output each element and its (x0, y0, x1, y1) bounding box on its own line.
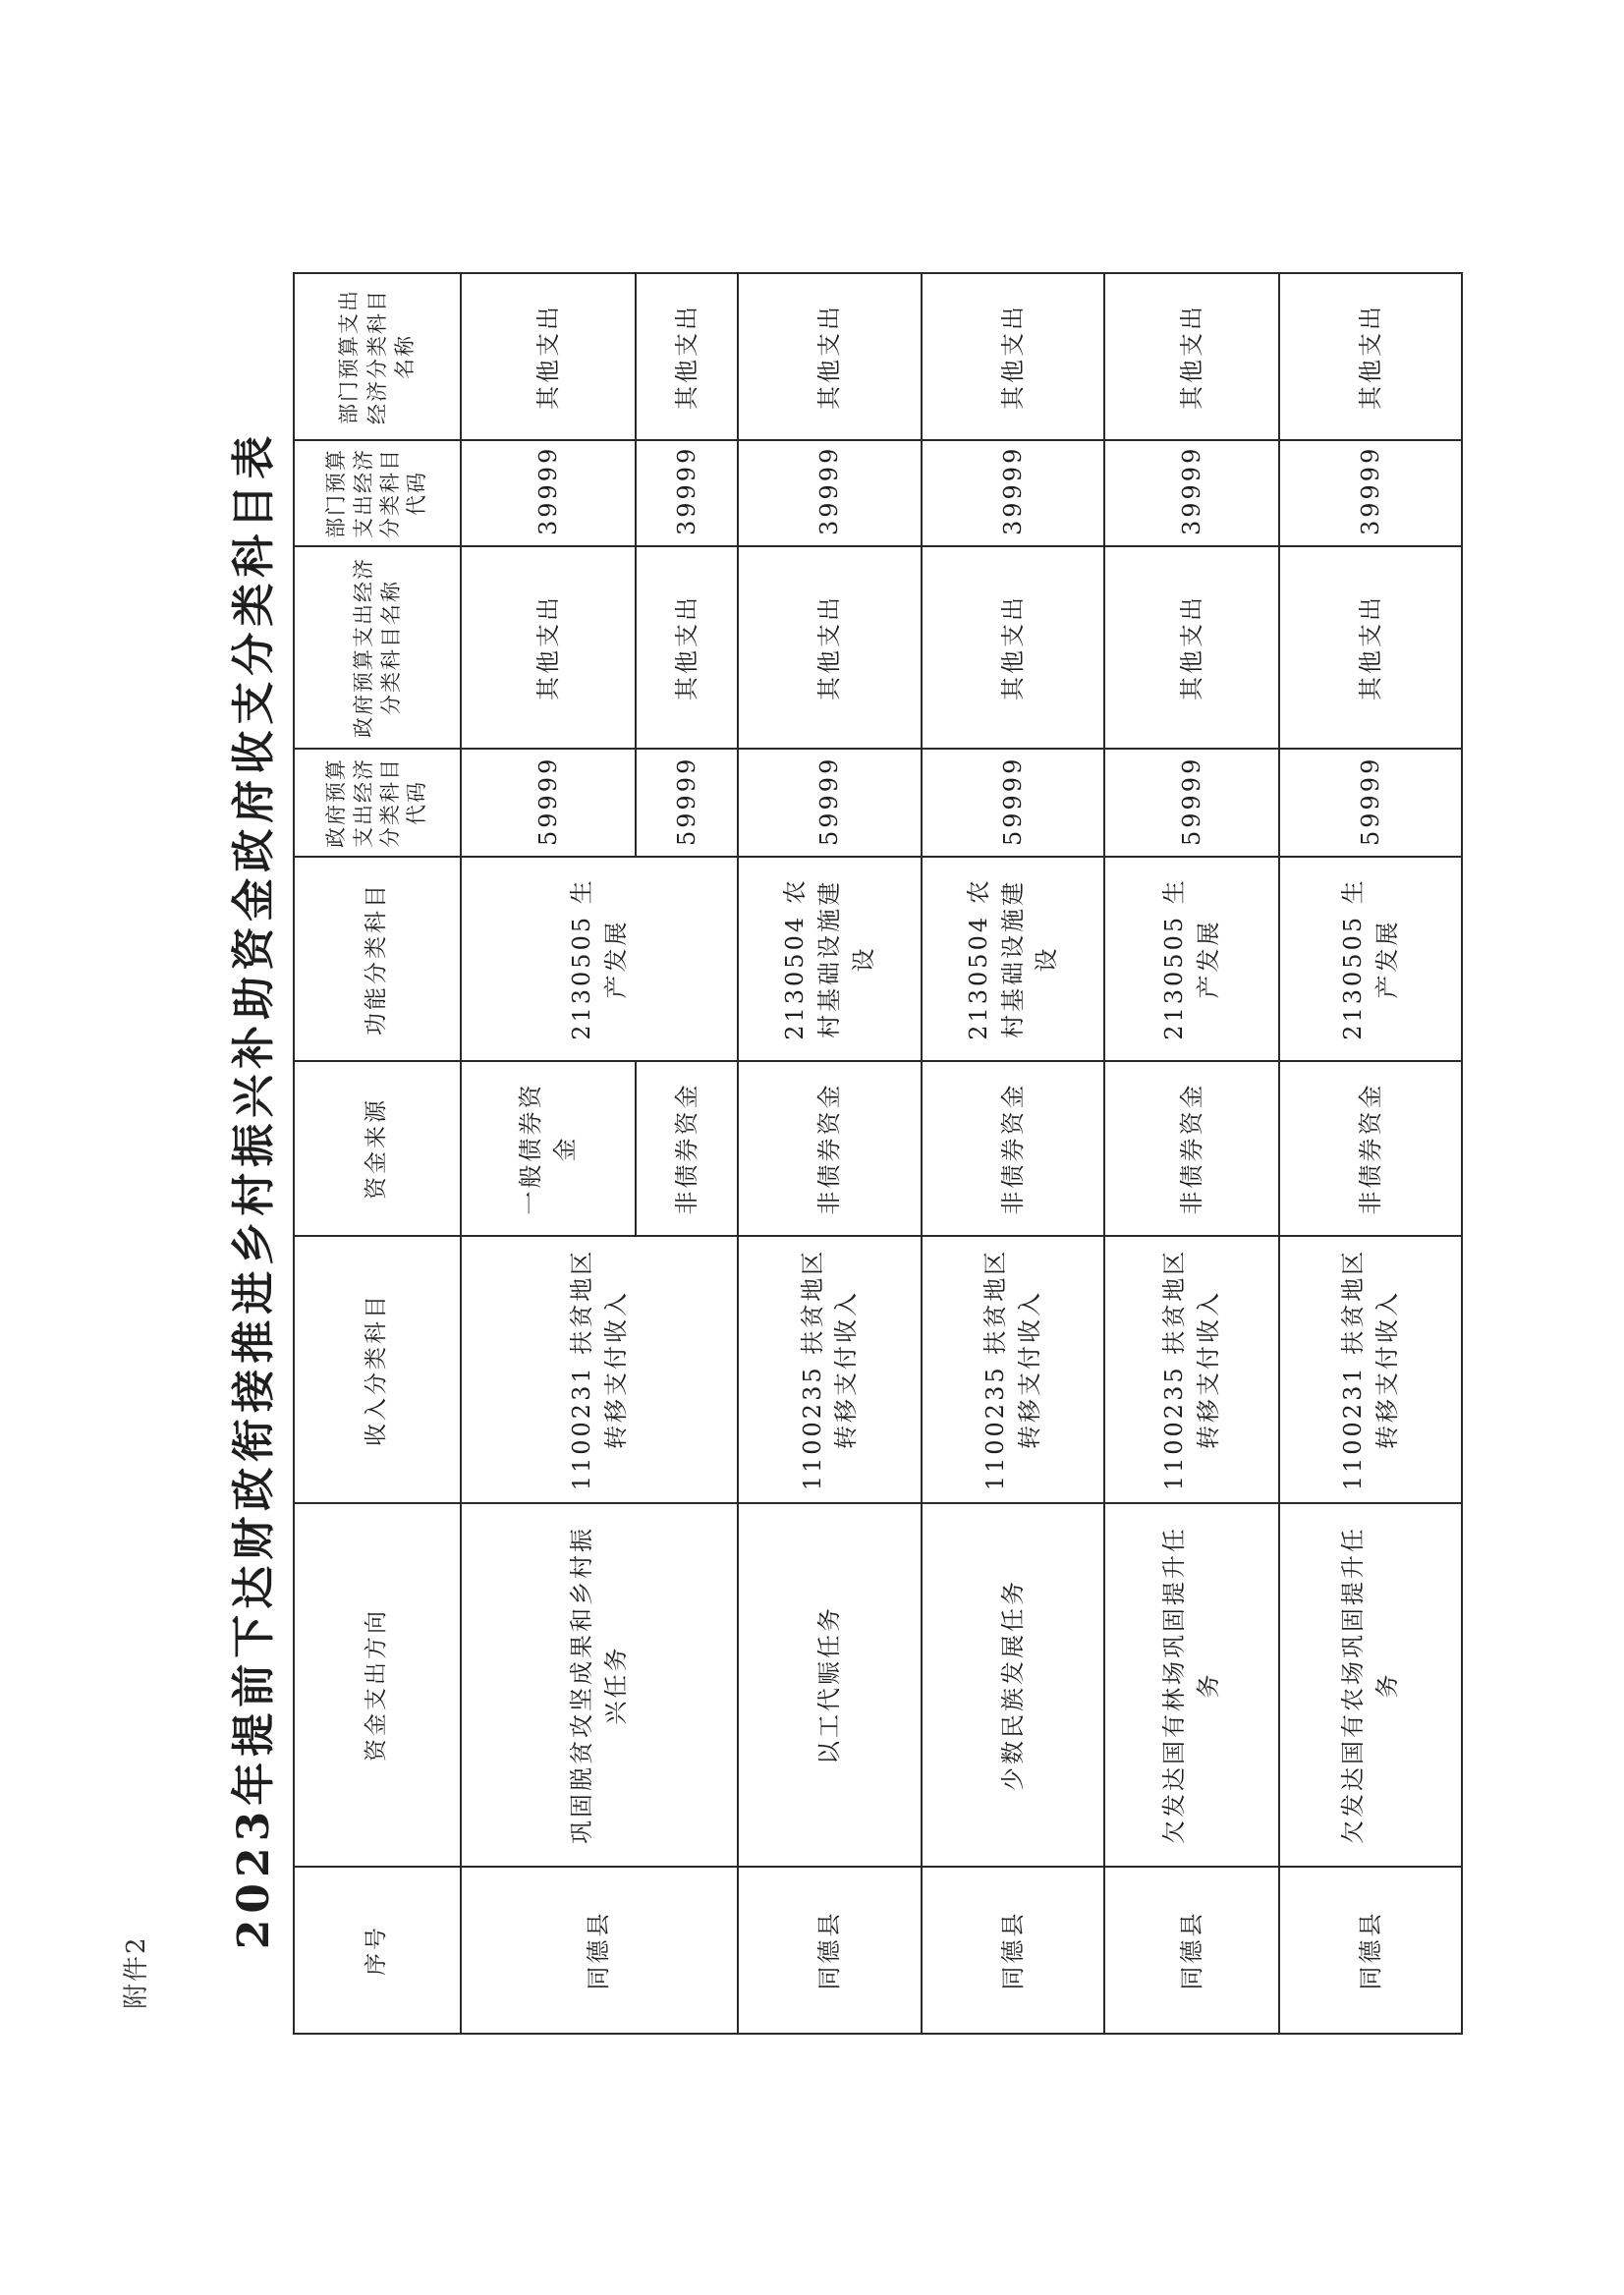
table-row (461, 273, 636, 2034)
cell-seq: 同德县 (738, 1867, 923, 2034)
cell-dept-code: 39999 (636, 440, 737, 546)
header-gov-name: 政府预算支出经济分类科目名称 (294, 546, 461, 749)
cell-gov-name: 其他支出 (636, 546, 737, 749)
cell-direction: 欠发达国有林场巩固提升任务 (1104, 1503, 1279, 1867)
cell-direction: 少数民族发展任务 (922, 1503, 1104, 1867)
header-income: 收入分类科目 (294, 1236, 461, 1503)
cell-gov-code: 59999 (922, 749, 1104, 857)
cell-gov-name: 其他支出 (461, 546, 636, 749)
cell-gov-code: 59999 (738, 749, 923, 857)
cell-dept-name: 其他支出 (1279, 273, 1462, 440)
cell-function: 2130504 农村基础设施建设 (738, 857, 923, 1061)
table-row (738, 273, 923, 2034)
cell-gov-code: 59999 (1104, 749, 1279, 857)
classification-table (293, 272, 1463, 2035)
cell-source: 非债券资金 (1279, 1061, 1462, 1236)
cell-function: 2130505 生产发展 (461, 857, 738, 1061)
cell-dept-name: 其他支出 (461, 273, 636, 440)
cell-income: 1100231 扶贫地区转移支付收入 (461, 1236, 738, 1503)
table-row (1104, 273, 1279, 2034)
table-row (1279, 273, 1462, 2034)
cell-dept-name: 其他支出 (922, 273, 1104, 440)
cell-income: 1100235 扶贫地区转移支付收入 (1104, 1236, 1279, 1503)
header-dept-code: 部门预算支出经济分类科目代码 (294, 440, 461, 546)
cell-seq: 同德县 (1104, 1867, 1279, 2034)
cell-function: 2130504 农村基础设施建设 (922, 857, 1104, 1061)
cell-dept-code: 39999 (1104, 440, 1279, 546)
header-direction: 资金支出方向 (294, 1503, 461, 1867)
cell-direction: 欠发达国有农场巩固提升任务 (1279, 1503, 1462, 1867)
cell-income: 1100231 扶贫地区转移支付收入 (1279, 1236, 1462, 1503)
cell-dept-code: 39999 (1279, 440, 1462, 546)
cell-source: 非债券资金 (636, 1061, 737, 1236)
cell-gov-code: 59999 (461, 749, 636, 857)
header-source: 资金来源 (294, 1061, 461, 1236)
header-function: 功能分类科目 (294, 857, 461, 1061)
cell-seq: 同德县 (461, 1867, 738, 2034)
cell-gov-code: 59999 (1279, 749, 1462, 857)
header-seq: 序号 (294, 1867, 461, 2034)
cell-gov-code: 59999 (636, 749, 737, 857)
cell-direction: 以工代赈任务 (738, 1503, 923, 1867)
cell-source: 非债券资金 (1104, 1061, 1279, 1236)
cell-gov-name: 其他支出 (738, 546, 923, 749)
header-row (294, 273, 461, 2034)
cell-dept-code: 39999 (461, 440, 636, 546)
document-title: 2023年提前下达财政衔接推进乡村振兴补助资金政府收支分类科目表 (229, 429, 279, 1950)
cell-income: 1100235 扶贫地区转移支付收入 (738, 1236, 923, 1503)
attachment-label: 附件2 (122, 1935, 151, 2009)
cell-dept-name: 其他支出 (636, 273, 737, 440)
cell-income: 1100235 扶贫地区转移支付收入 (922, 1236, 1104, 1503)
cell-function: 2130505 生产发展 (1279, 857, 1462, 1061)
cell-source: 一般债券资金 (461, 1061, 636, 1236)
cell-function: 2130505 生产发展 (1104, 857, 1279, 1061)
cell-dept-name: 其他支出 (738, 273, 923, 440)
cell-dept-code: 39999 (922, 440, 1104, 546)
table-row (922, 273, 1104, 2034)
cell-dept-code: 39999 (738, 440, 923, 546)
cell-gov-name: 其他支出 (1279, 546, 1462, 749)
cell-source: 非债券资金 (922, 1061, 1104, 1236)
header-gov-code: 政府预算支出经济分类科目代码 (294, 749, 461, 857)
cell-seq: 同德县 (1279, 1867, 1462, 2034)
cell-gov-name: 其他支出 (1104, 546, 1279, 749)
cell-seq: 同德县 (922, 1867, 1104, 2034)
cell-dept-name: 其他支出 (1104, 273, 1279, 440)
cell-direction: 巩固脱贫攻坚成果和乡村振兴任务 (461, 1503, 738, 1867)
cell-gov-name: 其他支出 (922, 546, 1104, 749)
cell-source: 非债券资金 (738, 1061, 923, 1236)
header-dept-name: 部门预算支出经济分类科目名称 (294, 273, 461, 440)
